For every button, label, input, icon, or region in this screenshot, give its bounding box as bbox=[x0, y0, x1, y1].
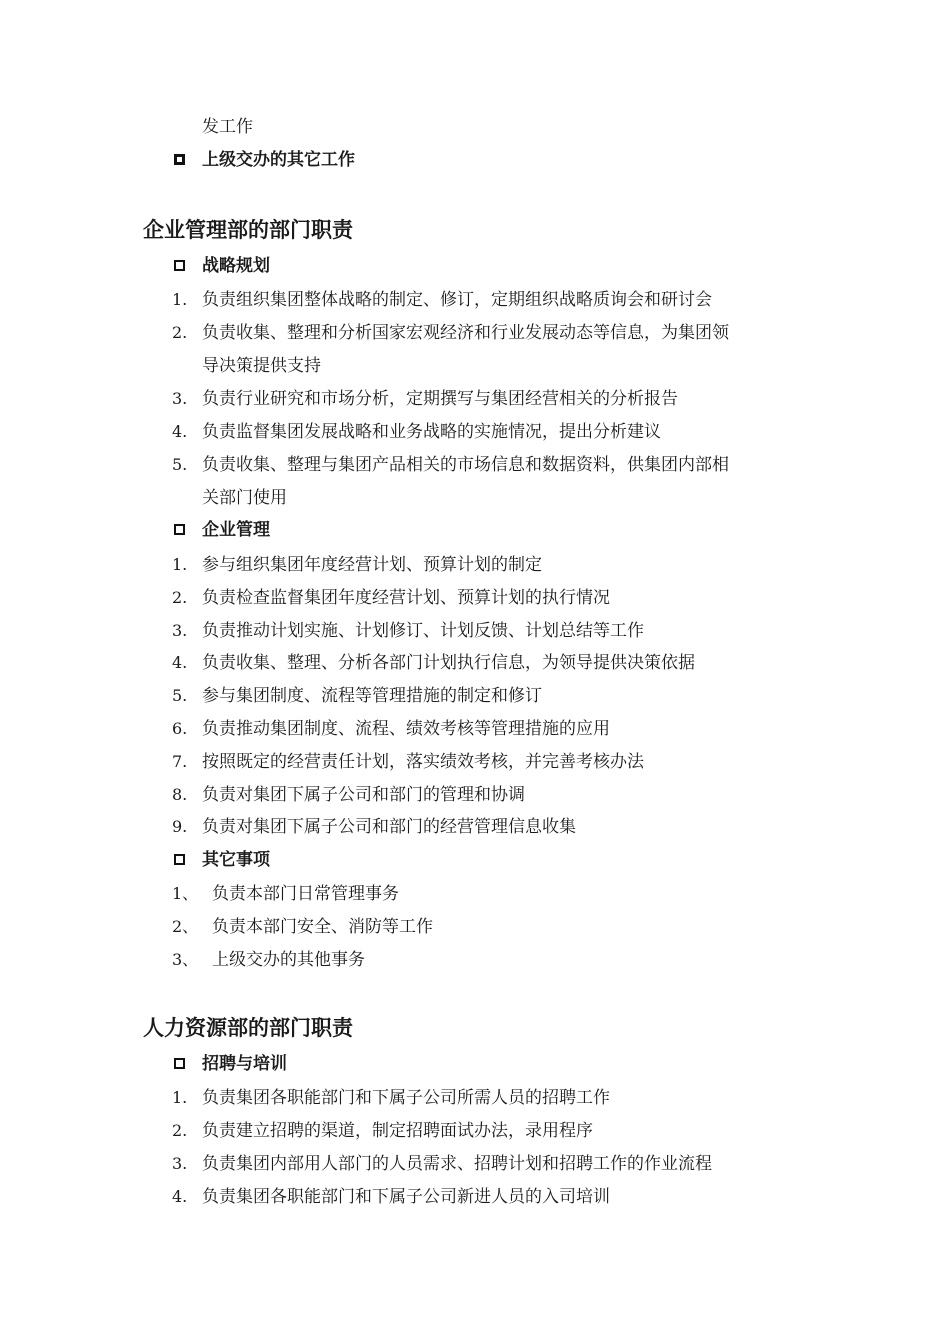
list-item: 参与集团制度、流程等管理措施的制定和修订 bbox=[202, 686, 542, 706]
subsection-title: 招聘与培训 bbox=[202, 1054, 287, 1074]
list-number: 8. bbox=[172, 785, 188, 804]
checkbox-square-icon bbox=[174, 260, 185, 271]
list-item-continuation: 导决策提供支持 bbox=[202, 356, 321, 376]
list-number: 1. bbox=[172, 290, 188, 309]
list-item: 负责组织集团整体战略的制定、修订，定期组织战略质询会和研讨会 bbox=[202, 290, 712, 310]
list-item: 负责对集团下属子公司和部门的管理和协调 bbox=[202, 785, 525, 805]
list-item: 负责推动集团制度、流程、绩效考核等管理措施的应用 bbox=[202, 719, 610, 739]
list-item: 负责收集、整理与集团产品相关的市场信息和数据资料，供集团内部相 bbox=[202, 455, 729, 475]
subsection-title: 其它事项 bbox=[202, 850, 270, 870]
list-number: 2、 bbox=[172, 917, 199, 936]
list-number: 6. bbox=[172, 719, 188, 738]
list-item: 负责检查监督集团年度经营计划、预算计划的执行情况 bbox=[202, 588, 610, 608]
list-number: 4. bbox=[172, 1187, 188, 1206]
list-number: 5. bbox=[172, 686, 188, 705]
list-item: 负责集团各职能部门和下属子公司新进人员的入司培训 bbox=[202, 1187, 610, 1207]
list-number: 4. bbox=[172, 422, 188, 441]
section-heading: 企业管理部的部门职责 bbox=[143, 218, 353, 242]
list-item: 负责收集、整理和分析国家宏观经济和行业发展动态等信息，为集团领 bbox=[202, 323, 729, 343]
list-number: 3. bbox=[172, 621, 188, 640]
continuation-text: 发工作 bbox=[202, 117, 253, 137]
list-number: 5. bbox=[172, 455, 188, 474]
checkbox-square-icon bbox=[174, 524, 185, 535]
list-item: 负责推动计划实施、计划修订、计划反馈、计划总结等工作 bbox=[202, 621, 644, 641]
list-item: 参与组织集团年度经营计划、预算计划的制定 bbox=[202, 555, 542, 575]
checkbox-square-icon bbox=[174, 154, 185, 165]
list-number: 4. bbox=[172, 653, 188, 672]
list-item: 负责对集团下属子公司和部门的经营管理信息收集 bbox=[202, 817, 576, 837]
list-item: 负责本部门日常管理事务 bbox=[212, 884, 399, 904]
list-number: 1. bbox=[172, 555, 188, 574]
list-item: 负责集团各职能部门和下属子公司所需人员的招聘工作 bbox=[202, 1088, 610, 1108]
list-item-continuation: 关部门使用 bbox=[202, 488, 287, 508]
list-number: 1. bbox=[172, 1088, 188, 1107]
list-number: 9. bbox=[172, 817, 188, 836]
list-item: 负责监督集团发展战略和业务战略的实施情况，提出分析建议 bbox=[202, 422, 661, 442]
list-number: 2. bbox=[172, 323, 188, 342]
list-item: 上级交办的其他事务 bbox=[212, 950, 365, 970]
list-number: 2. bbox=[172, 1121, 188, 1140]
list-item: 上级交办的其它工作 bbox=[202, 150, 355, 170]
list-item: 负责收集、整理、分析各部门计划执行信息，为领导提供决策依据 bbox=[202, 653, 695, 673]
list-item: 负责行业研究和市场分析，定期撰写与集团经营相关的分析报告 bbox=[202, 389, 678, 409]
list-item: 按照既定的经营责任计划，落实绩效考核，并完善考核办法 bbox=[202, 752, 644, 772]
list-item: 负责建立招聘的渠道，制定招聘面试办法，录用程序 bbox=[202, 1121, 593, 1141]
section-heading: 人力资源部的部门职责 bbox=[143, 1016, 353, 1040]
checkbox-square-icon bbox=[174, 854, 185, 865]
subsection-title: 战略规划 bbox=[202, 256, 270, 276]
checkbox-square-icon bbox=[174, 1058, 185, 1069]
list-number: 3、 bbox=[172, 950, 199, 969]
list-number: 1、 bbox=[172, 884, 199, 903]
list-item: 负责集团内部用人部门的人员需求、招聘计划和招聘工作的作业流程 bbox=[202, 1154, 712, 1174]
list-number: 3. bbox=[172, 1154, 188, 1173]
list-number: 3. bbox=[172, 389, 188, 408]
list-number: 7. bbox=[172, 752, 188, 771]
list-item: 负责本部门安全、消防等工作 bbox=[212, 917, 433, 937]
list-number: 2. bbox=[172, 588, 188, 607]
subsection-title: 企业管理 bbox=[202, 520, 270, 540]
